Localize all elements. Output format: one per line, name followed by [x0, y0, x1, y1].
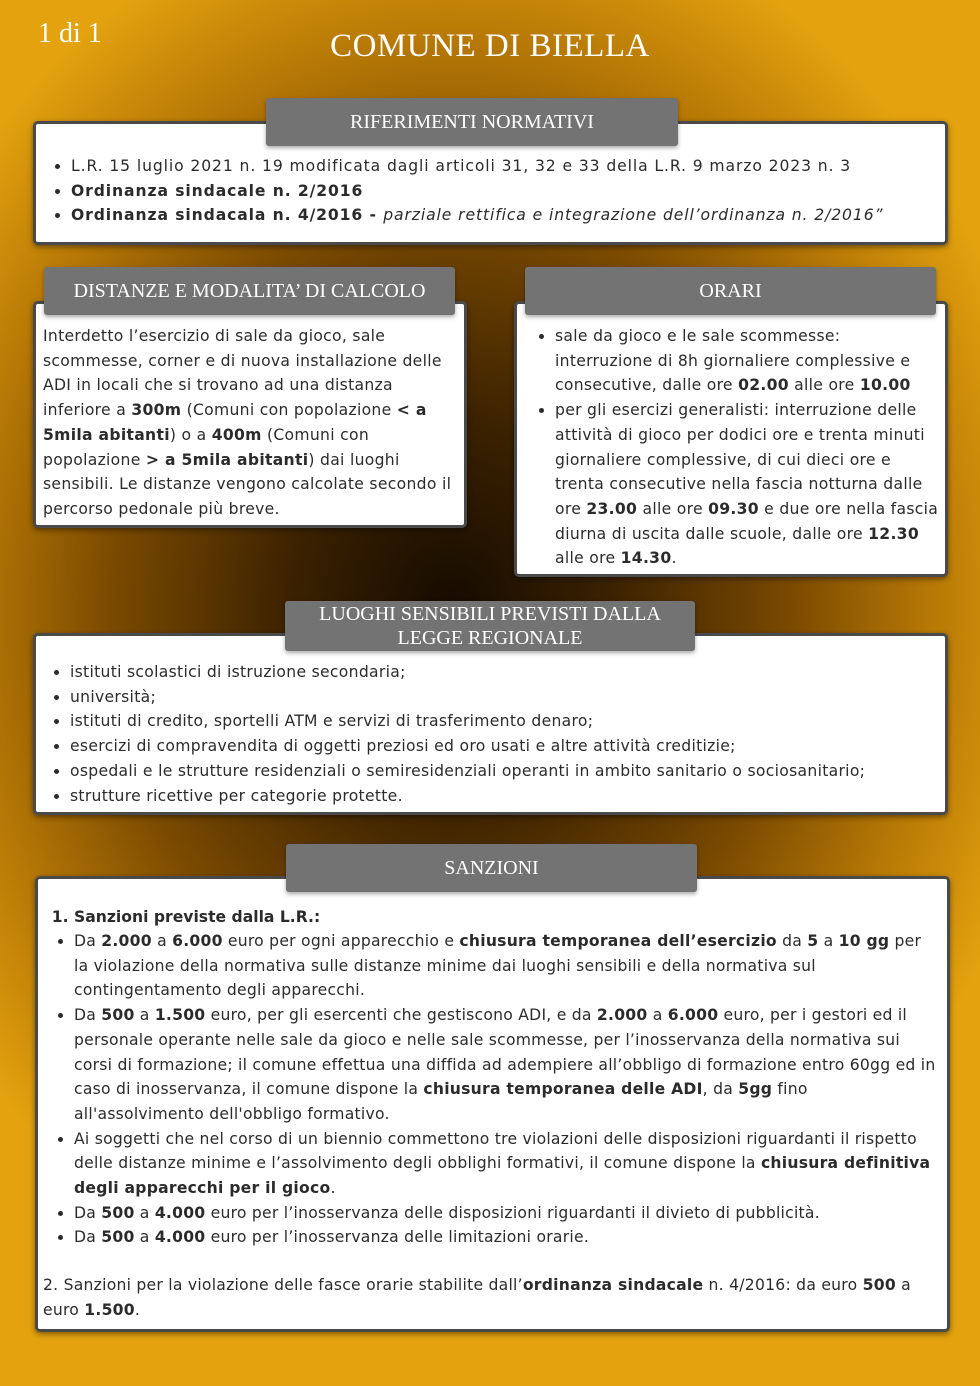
- page-counter: 1 di 1: [38, 18, 102, 49]
- list-item-separator: -: [363, 206, 384, 225]
- luoghi-list: [38, 660, 865, 808]
- list-item: • esercizi di compravendita di oggetti preziosi ed oro usati e altre attività creditizie;: [70, 734, 865, 759]
- sanzioni-numbered-list: [54, 905, 320, 930]
- list-item: • ospedali e le strutture residenziali o semiresidenziali operanti in ambito sanitario o sociosanitario;: [70, 759, 865, 784]
- luoghi-heading: [285, 601, 695, 651]
- distanze-text: Interdetto l’esercizio di sale da gioco, sale scommesse, corner e di nuova installazione delle ADI in locali che si trovano ad una distanza inferiore a 300m (Comuni con popolazione < a 5mila abitanti) o a 400m (Comuni con popolazione > a 5mila abitanti) dai luoghi sensibili. Le distanze vengono calcolate secondo il percorso pedonale più breve.: [43, 327, 452, 518]
- list-item: • per gli esercizi generalisti: interruzione delle attività di gioco per dodici ore e trenta minuti giornaliere complessive, di cui dieci ore e trenta consecutive nella fascia notturna dalle ore 23.00 alle ore 09.30 e due ore nella fascia diurna di uscita dalle scuole, dalle ore 12.30 alle ore 14.30.: [555, 398, 939, 571]
- orari-heading: ORARI: [525, 267, 936, 315]
- sanzioni-heading: SANZIONI: [286, 844, 697, 892]
- riferimenti-list: [44, 154, 884, 228]
- list-item: [71, 154, 884, 179]
- list-item: [71, 179, 884, 204]
- list-item: • Da 500 a 4.000 euro per l’inosservanza delle limitazioni orarie.: [74, 1225, 939, 1250]
- distanze-box: [33, 301, 467, 528]
- list-item: • Da 500 a 1.500 euro, per gli esercenti che gestiscono ADI, e da 2.000 a 6.000 euro, per i gestori ed il personale operante nelle sale da gioco e nelle sale scommesse, per l’inosservanza della normativa sui corsi di formazione; il comune effettua una diffida ad adempiere all’obbligo di formazione entro 60gg ed in caso di inosservanza, il comune dispone la chiusura temporanea delle ADI, da 5gg fino all'assolvimento dell'obbligo formativo.: [74, 1003, 939, 1127]
- list-item: • istituti di credito, sportelli ATM e servizi di trasferimento denaro;: [70, 709, 865, 734]
- list-item-note: parziale rettifica e integrazione dell’ordinanza n. 2/2016: [383, 206, 875, 225]
- sanzioni-list: [40, 929, 939, 1250]
- list-item-quote: ”: [874, 206, 884, 225]
- luoghi-heading-line: LEGGE REGIONALE: [397, 627, 583, 649]
- list-item-text: Ordinanza sindacala n. 4/2016: [71, 206, 364, 225]
- orari-box: [514, 301, 948, 577]
- sanzioni-box: [35, 876, 950, 1332]
- sanzioni-orari-paragraph: 2. Sanzioni per la violazione delle fasce orarie stabilite dall’ordinanza sindacale n. 4/2016: da euro 500 a euro 1.500.: [43, 1276, 911, 1319]
- luoghi-heading-line: LUOGHI SENSIBILI PREVISTI DALLA: [319, 603, 661, 625]
- list-item: • università;: [70, 685, 865, 710]
- list-item: 1. Sanzioni previste dalla L.R.:: [74, 905, 320, 930]
- luoghi-sensibili-box: [33, 633, 948, 815]
- list-item: • sale da gioco e le sale scommesse: interruzione di 8h giornaliere complessive e consecutive, dalle ore 02.00 alle ore 10.00: [555, 324, 939, 398]
- orari-list: [519, 324, 939, 571]
- list-item: • Ai soggetti che nel corso di un biennio commettono tre violazioni delle disposizioni riguardanti il rispetto delle distanze minime e l’assolvimento degli obblighi formativi, il comune dispone la chiusura definitiva degli apparecchi per il gioco.: [74, 1127, 939, 1201]
- list-item: • istituti scolastici di istruzione secondaria;: [70, 660, 865, 685]
- list-item: [71, 203, 884, 228]
- list-item: • Da 2.000 a 6.000 euro per ogni apparecchio e chiusura temporanea dell’esercizio da 5 a 10 gg per la violazione della normativa sulle distanze minime dai luoghi sensibili e della normativa sul contingentamento degli apparecchi.: [74, 929, 939, 1003]
- list-item: • strutture ricettive per categorie protette.: [70, 784, 865, 809]
- riferimenti-heading: RIFERIMENTI NORMATIVI: [266, 98, 678, 146]
- page-title: COMUNE DI BIELLA: [330, 28, 650, 64]
- list-item-text: L.R. 15 luglio 2021 n. 19 modificata dagli articoli 31, 32 e 33 della L.R. 9 marzo 2023 n. 3: [71, 157, 852, 175]
- list-item-text: Ordinanza sindacale n. 2/2016: [71, 181, 364, 200]
- list-item: • Da 500 a 4.000 euro per l’inosservanza delle disposizioni riguardanti il divieto di pubblicità.: [74, 1201, 939, 1226]
- distanze-heading: DISTANZE E MODALITA’ DI CALCOLO: [44, 267, 455, 315]
